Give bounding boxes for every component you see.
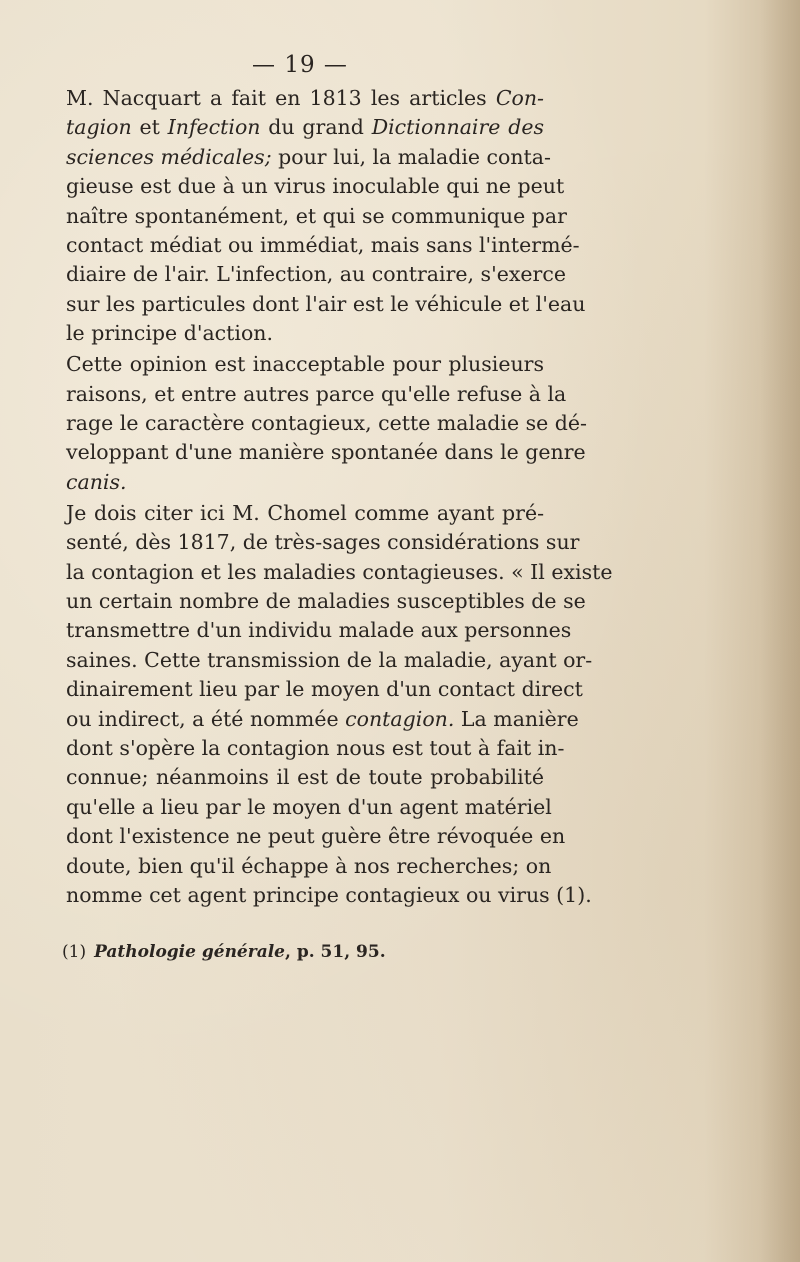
text-run: contact médiat ou immédiat, mais sans l'intermé- xyxy=(66,233,580,258)
text-line xyxy=(66,113,544,142)
text-line xyxy=(66,231,580,260)
text-run: diaire de l'air. L'infection, au contraire, s'exerce xyxy=(66,262,566,287)
paragraph xyxy=(66,84,586,349)
text-line xyxy=(66,409,587,438)
italic-run: Con- xyxy=(495,86,544,110)
text-run: rage le caractère contagieux, cette maladie se dé- xyxy=(66,410,587,435)
text-run: naître spontanément, et qui se communique par xyxy=(66,203,567,228)
text-line xyxy=(66,646,593,675)
text-line xyxy=(66,319,544,348)
text-line xyxy=(66,528,580,557)
page-number: — 19 — xyxy=(252,52,348,78)
text-run: gieuse est due à un virus inoculable qui ne peut xyxy=(66,174,565,199)
text-line xyxy=(66,558,613,587)
text-line xyxy=(66,675,583,704)
text-run: doute, bien qu'il échappe à nos recherches; on xyxy=(66,853,552,878)
text-line xyxy=(66,350,544,379)
text-line xyxy=(66,290,586,319)
text-run: Je dois citer ici M. Chomel comme ayant pré- xyxy=(66,500,544,525)
text-run: connue; néanmoins il est de toute probabilité xyxy=(66,765,544,790)
footnote xyxy=(62,940,522,964)
text-run: dont s'opère la contagion nous est tout à fait in- xyxy=(66,735,565,760)
text-line xyxy=(66,260,566,289)
body-text xyxy=(66,84,613,912)
footnote-mark: (1) xyxy=(62,942,87,962)
text-run: le principe d'action. xyxy=(66,321,274,346)
text-line xyxy=(66,881,592,910)
italic-run: sciences médicales; xyxy=(66,144,272,169)
paragraph xyxy=(66,499,613,911)
text-line xyxy=(66,763,544,792)
italic-run: Infection xyxy=(167,115,261,140)
text-run: raisons, et entre autres parce qu'elle refuse à la xyxy=(66,381,567,406)
italic-run: tagion xyxy=(66,115,132,140)
text-run: pour lui, la maladie conta- xyxy=(271,144,551,169)
text-line xyxy=(66,587,586,616)
text-line xyxy=(66,438,586,467)
text-run: senté, dès 1817, de très-sages considérations sur xyxy=(66,530,580,555)
text-line xyxy=(66,822,566,851)
text-run: dont l'existence ne peut guère être révoquée en xyxy=(66,824,566,849)
text-run: M. Nacquart a fait en 1813 les articles xyxy=(66,86,496,110)
text-line xyxy=(66,734,565,763)
text-run: dinairement lieu par le moyen d'un contact direct xyxy=(66,677,583,702)
text-line xyxy=(66,468,544,497)
footnote-title: Pathologie générale xyxy=(94,942,285,962)
text-run: Cette opinion est inacceptable pour plusieurs xyxy=(66,352,544,377)
italic-run: Dictionnaire des xyxy=(371,115,544,140)
text-run: nomme cet agent principe contagieux ou virus (1). xyxy=(66,882,592,907)
italic-run: canis. xyxy=(66,469,127,494)
text-line xyxy=(66,616,572,645)
text-run: ou indirect, a été nommée xyxy=(66,706,346,731)
text-run: transmettre d'un individu malade aux personnes xyxy=(66,618,572,643)
paragraph xyxy=(66,350,587,497)
text-line xyxy=(66,84,544,113)
text-line xyxy=(66,499,544,528)
text-run: veloppant d'une manière spontanée dans le genre xyxy=(66,440,586,465)
text-run: du grand xyxy=(260,115,372,140)
italic-run: contagion. xyxy=(345,706,455,731)
text-line xyxy=(66,705,579,734)
footnote-reference: , p. 51, 95. xyxy=(285,942,386,962)
text-run: un certain nombre de maladies susceptibles de se xyxy=(66,588,586,613)
text-line xyxy=(66,793,552,822)
text-run: sur les particules dont l'air est le véhicule et l'eau xyxy=(66,291,586,316)
text-line xyxy=(66,202,567,231)
text-run: qu'elle a lieu par le moyen d'un agent matériel xyxy=(66,794,552,819)
text-run: et xyxy=(131,115,168,140)
text-run: La manière xyxy=(454,706,579,731)
text-line xyxy=(66,172,565,201)
text-line xyxy=(66,380,567,409)
text-run: la contagion et les maladies contagieuses. « Il existe xyxy=(66,559,613,584)
text-line xyxy=(66,143,551,172)
text-line xyxy=(66,852,552,881)
text-run: saines. Cette transmission de la maladie, ayant or- xyxy=(66,647,593,672)
